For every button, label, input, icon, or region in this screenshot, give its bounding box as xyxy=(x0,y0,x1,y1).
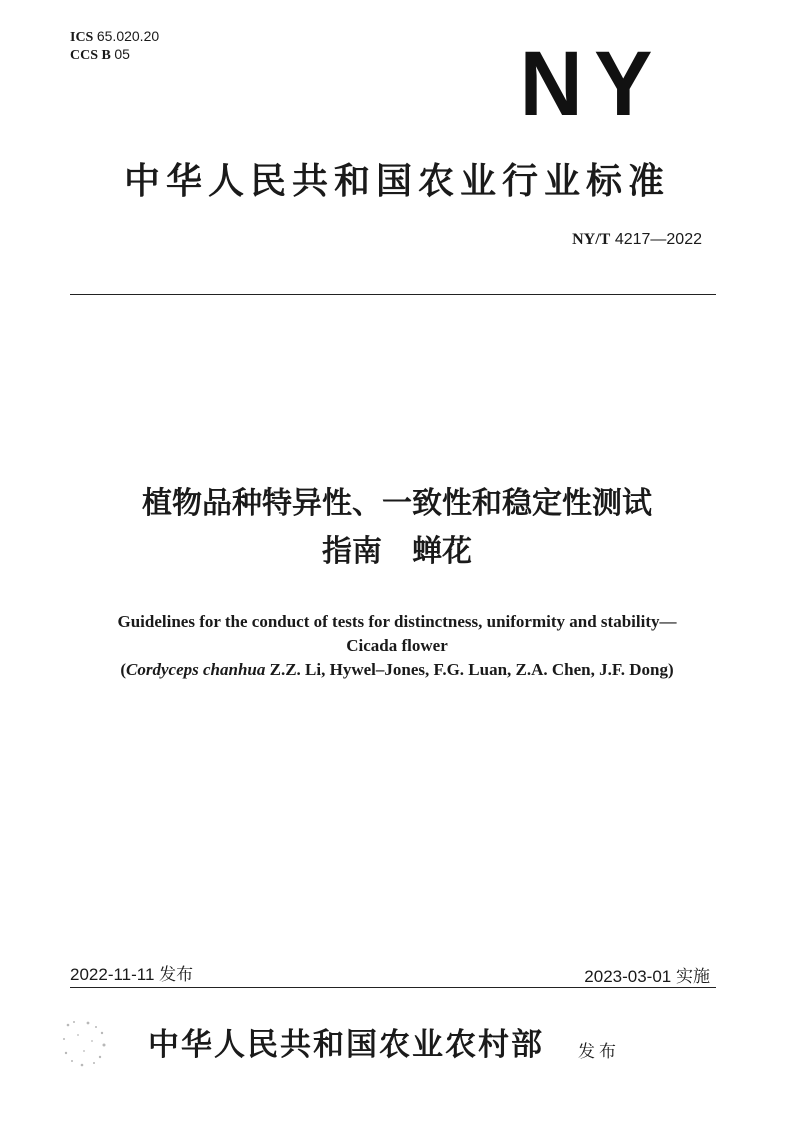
seal-mark-icon xyxy=(58,1015,114,1071)
authors: Z.Z. Li, Hywel–Jones, F.G. Luan, Z.A. Chen, J.F. Dong) xyxy=(265,660,674,679)
scientific-name: Cordyceps chanhua xyxy=(126,660,266,679)
english-title-line3 xyxy=(0,658,794,682)
effective-label: 实施 xyxy=(676,967,710,986)
classification-codes xyxy=(70,28,159,64)
chinese-title-line2: 指南 蝉花 xyxy=(322,534,472,569)
bottom-divider xyxy=(70,987,716,988)
ics-value: 65.020.20 xyxy=(96,28,160,44)
ics-code xyxy=(70,28,159,46)
ccs-code xyxy=(70,46,159,64)
english-title-line2: Cicada flower xyxy=(346,636,448,655)
ccs-value: 05 xyxy=(114,46,130,62)
chinese-title xyxy=(0,480,794,576)
issue-date: 2022-11-11 xyxy=(70,965,155,984)
english-title-line1: Guidelines for the conduct of tests for distinctness, uniformity and stability— xyxy=(117,612,677,631)
ny-logo: NY xyxy=(519,33,664,135)
effective-date: 2023-03-01 xyxy=(584,967,672,986)
paren-open: ( xyxy=(120,660,127,679)
issue-word: 发布 xyxy=(578,1042,620,1062)
effective-date-block xyxy=(584,962,710,987)
top-divider xyxy=(70,294,716,295)
issuing-authority: 中华人民共和国农业农村部 xyxy=(148,1027,544,1063)
issue-date-block xyxy=(70,960,193,985)
chinese-title-line1: 植物品种特异性、一致性和稳定性测试 xyxy=(142,486,652,521)
issue-label: 发布 xyxy=(159,965,194,984)
ics-label: ICS xyxy=(70,30,94,45)
ccs-label: CCS B xyxy=(70,48,111,63)
standard-number-value: 4217—2022 xyxy=(614,231,702,248)
standard-number-prefix: NY/T xyxy=(572,231,611,248)
english-title xyxy=(0,610,794,682)
standard-number xyxy=(572,231,702,249)
standard-category-title: 中华人民共和国农业行业标准 xyxy=(123,161,670,202)
